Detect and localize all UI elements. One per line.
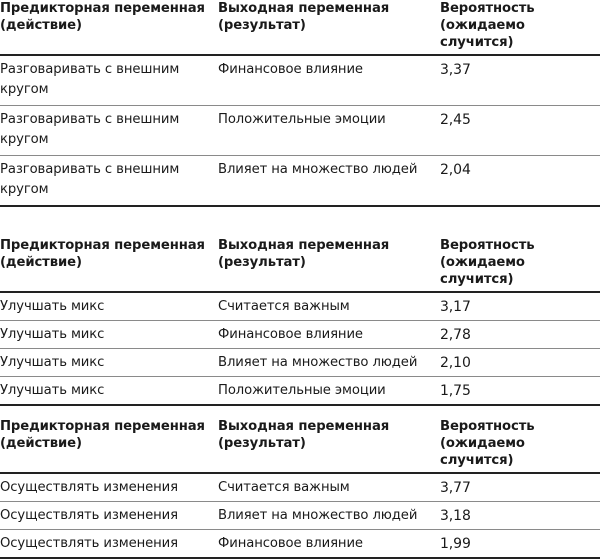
cell-outcome: Финансовое влияние <box>218 321 440 349</box>
cell-probability: 3,18 <box>440 502 600 530</box>
cell-outcome: Влияет на множество людей <box>218 349 440 377</box>
cell-predictor: Осуществлять изменения <box>0 473 218 502</box>
table-row <box>0 156 600 207</box>
table-row <box>0 502 600 530</box>
cell-predictor: Осуществлять изменения <box>0 530 218 559</box>
header-probability: Вероятность (ожидаемо случится) <box>440 418 600 473</box>
header-outcome: Выходная переменная (результат) <box>218 237 440 292</box>
cell-probability: 2,10 <box>440 349 600 377</box>
cell-outcome: Считается важным <box>218 473 440 502</box>
table-improve-mix <box>0 237 600 406</box>
table-header-row <box>0 418 600 473</box>
table-row <box>0 377 600 406</box>
header-probability: Вероятность (ожидаемо случится) <box>440 0 600 55</box>
header-predictor: Предикторная переменная (действие) <box>0 237 218 292</box>
header-outcome: Выходная переменная (результат) <box>218 418 440 473</box>
cell-outcome: Влияет на множество людей <box>218 502 440 530</box>
cell-predictor: Разговаривать с внешним кругом <box>0 55 218 106</box>
cell-probability: 3,17 <box>440 292 600 321</box>
header-predictor: Предикторная переменная (действие) <box>0 0 218 55</box>
table-header-row <box>0 0 600 55</box>
header-predictor: Предикторная переменная (действие) <box>0 418 218 473</box>
table-make-changes <box>0 418 600 559</box>
cell-predictor: Разговаривать с внешним кругом <box>0 106 218 156</box>
table-talk-outer-circle <box>0 0 600 207</box>
cell-probability: 1,99 <box>440 530 600 559</box>
cell-outcome: Влияет на множество людей <box>218 156 440 207</box>
cell-probability: 2,45 <box>440 106 600 156</box>
table-header-row <box>0 237 600 292</box>
cell-predictor: Улучшать микс <box>0 377 218 406</box>
table-row <box>0 292 600 321</box>
cell-predictor: Улучшать микс <box>0 349 218 377</box>
cell-outcome: Положительные эмоции <box>218 377 440 406</box>
table-row <box>0 349 600 377</box>
cell-outcome: Финансовое влияние <box>218 55 440 106</box>
cell-probability: 3,77 <box>440 473 600 502</box>
cell-probability: 2,78 <box>440 321 600 349</box>
table-row <box>0 530 600 559</box>
cell-probability: 2,04 <box>440 156 600 207</box>
cell-probability: 1,75 <box>440 377 600 406</box>
table-row <box>0 321 600 349</box>
header-outcome: Выходная переменная (результат) <box>218 0 440 55</box>
table-row <box>0 55 600 106</box>
cell-outcome: Положительные эмоции <box>218 106 440 156</box>
cell-predictor: Улучшать микс <box>0 292 218 321</box>
cell-outcome: Считается важным <box>218 292 440 321</box>
cell-predictor: Осуществлять изменения <box>0 502 218 530</box>
cell-predictor: Разговаривать с внешним кругом <box>0 156 218 207</box>
cell-predictor: Улучшать микс <box>0 321 218 349</box>
table-row <box>0 473 600 502</box>
table-row <box>0 106 600 156</box>
header-probability: Вероятность (ожидаемо случится) <box>440 237 600 292</box>
cell-outcome: Финансовое влияние <box>218 530 440 559</box>
cell-probability: 3,37 <box>440 55 600 106</box>
